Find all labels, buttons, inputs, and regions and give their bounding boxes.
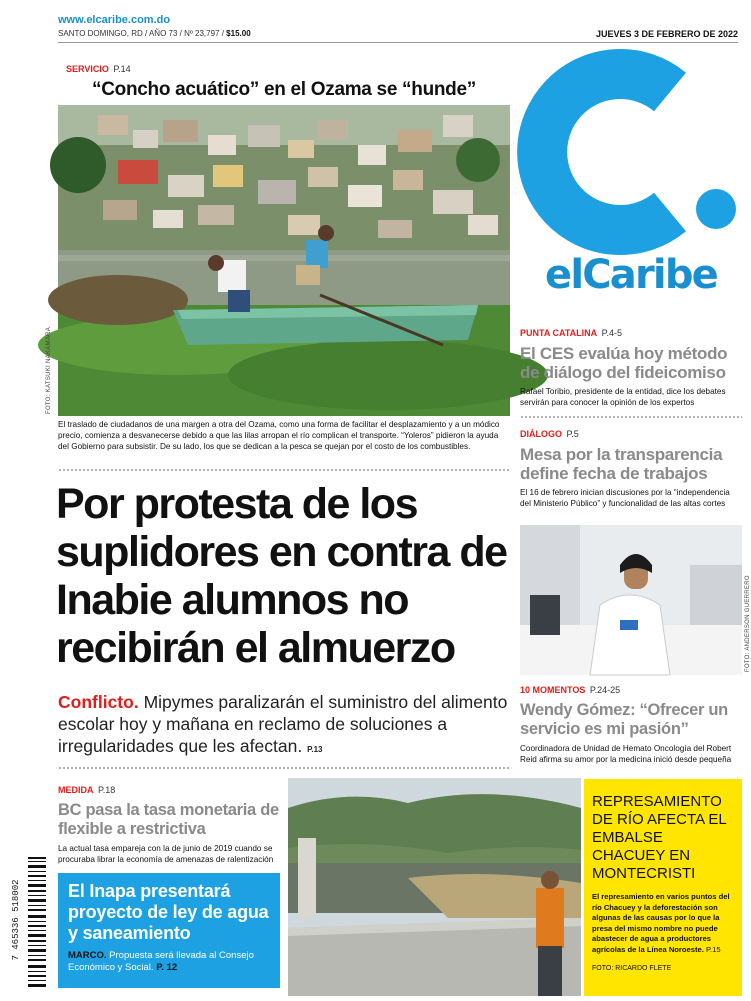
inapa-body: Propuesta será llevada al Consejo Económico y Social. [68,950,254,973]
chacuey-title: REPRESAMIENTO DE RÍO AFECTA EL EMBALSE CHACUEY EN MONTECRISTI [592,793,727,882]
dam-illustration [288,778,581,996]
news-item-sub: El 16 de febrero inician discusiones por la “independencia del Ministerio Público” y funcionalidad de las altas cortes [520,488,730,508]
news-item-page: P.5 [566,429,579,439]
news-item-headline: El CES evalúa hoy método de diálogo del fideicomiso [520,344,728,382]
news-item-headline: BC pasa la tasa monetaria de flexible a restrictiva [58,801,279,838]
news-item-kicker: DIÁLOGO [520,429,562,439]
logo-c-icon [520,44,745,259]
dotted-divider [58,468,510,472]
inapa-page: P. 12 [156,962,178,973]
feature-page: P.24-25 [589,685,621,695]
doctor-illustration [520,525,742,675]
top-story-header [58,59,510,101]
issue-date: JUEVES 3 DE FEBRERO DE 2022 [595,29,738,39]
news-item-sub: Rafael Toribio, presidente de la entidad, dice los debates servirán para conocer la opinión de los expertos [520,387,726,407]
barcode [8,855,48,990]
feature-kicker: 10 MOMENTOS [520,685,586,695]
doctor-photo [520,525,742,675]
ozama-river-photo [58,105,510,416]
top-story-kicker: SERVICIO [66,64,109,74]
price: $15.00 [226,29,251,38]
news-item-kicker: PUNTA CATALINA [520,328,598,338]
inapa-title: El Inapa presentará proyecto de ley de agua y saneamiento [68,881,269,943]
news-item-page: P.4-5 [601,328,622,338]
news-item-headline: Mesa por la transparencia define fecha de trabajos [520,445,723,483]
header-rule [58,42,738,43]
top-story-title: “Concho acuático” en el Ozama se “hunde” [92,79,476,100]
feature-headline: Wendy Gómez: “Ofrecer un servicio es mi pasión” [520,701,728,738]
feature-item [520,680,742,765]
top-story-page: P.14 [113,64,131,74]
dam-photo [288,778,581,996]
inapa-text [68,950,270,974]
doctor-photo-credit: FOTO: ANDERSON GUERRERO [745,575,751,672]
inapa-box [58,873,280,988]
chacuey-credit: FOTO: RICARDO FLETE [592,965,672,972]
main-deck-lead: Conflicto. [58,692,139,712]
logo-wordmark: elCaribe [545,252,717,298]
elcaribe-logo-mark [520,44,745,259]
news-item [58,780,280,865]
main-deck-page: P.13 [307,745,323,754]
dotted-divider [58,766,510,770]
news-item-kicker: MEDIDA [58,785,94,795]
news-item [520,424,742,509]
chacuey-page: P.15 [705,944,721,954]
edition-meta [58,29,251,38]
news-item [520,323,742,408]
dotted-divider [520,415,742,419]
chacuey-body: El represamiento en varios puntos del río Chacuey y la deforestación son algunas de las causas por lo que la presa del mismo nombre no puede abastecer de agua a productores agrícolas de la Línea Noroeste. [592,892,730,954]
edition-info: SANTO DOMINGO, RD / AÑO 73 / Nº 23,797 / [58,29,224,38]
inapa-lead: MARCO. [68,950,107,961]
ozama-river-illustration [58,105,510,416]
main-headline: Por protesta de los suplidores en contra de Inabie alumnos no recibirán el almuerzo [56,480,507,672]
main-deck-text: Mipymes paralizarán el suministro del alimento escolar hoy y mañana en reclamo de soluciones a irregularidades que les afectan. [58,692,508,756]
top-story-caption: El traslado de ciudadanos de una margen a otra del Ozama, como una forma de facilitar el desplazamiento y a un módico precio, comienza a desvanecerse debido a que las lilas arropan el río complican el transporte. “Yoleros” pidieron la ayuda del Gobierno para subsistir. De su lado, los que se dedican a la pesca se quejan por el costo de los combustibles. [58,420,500,451]
chacuey-box [584,779,742,996]
feature-sub: Coordinadora de Unidad de Hemato Oncología del Robert Reid afirma su amor por la medicina inició desde pequeña [520,744,732,764]
barcode-number: 7 465336 518002 [11,879,21,961]
news-item-sub: La actual tasa empareja con la de junio de 2019 cuando se procuraba librar la economía de amenazas de ralentización [58,844,274,864]
chacuey-text [592,892,734,955]
top-photo-credit: FOTO: KATSUKI NAKAMARA [46,326,52,414]
news-item-page: P.18 [97,785,116,795]
site-url: www.elcaribe.com.do [58,14,171,26]
main-deck [58,691,510,761]
